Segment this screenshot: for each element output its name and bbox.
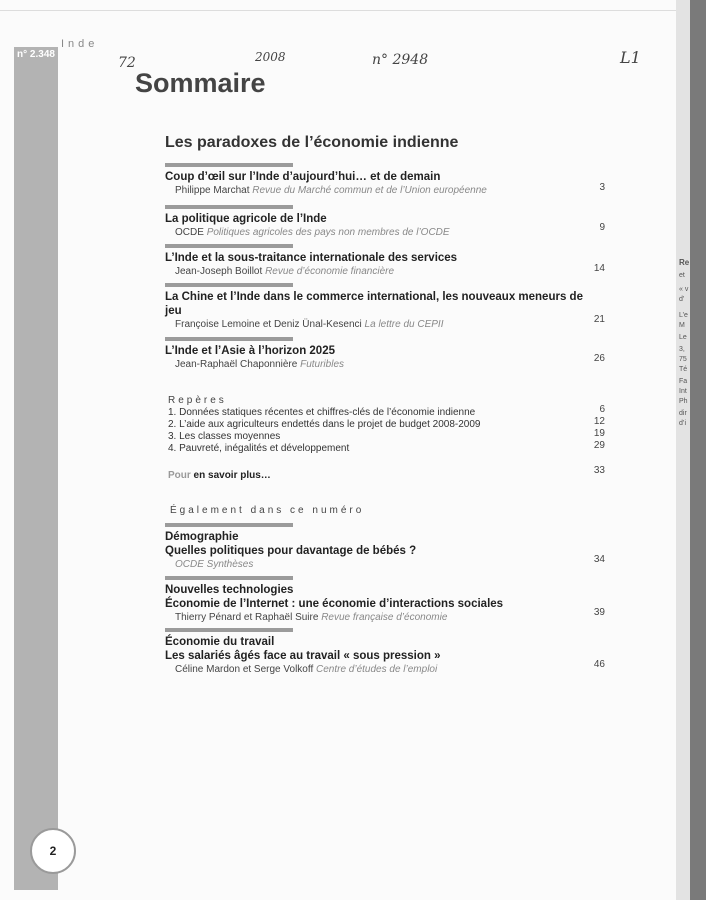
entry-title: Coup d’œil sur l’Inde d’aujourd’hui… et de demain xyxy=(165,171,441,183)
page-title: Sommaire xyxy=(135,68,266,98)
margin-text: Fa xyxy=(679,378,688,385)
also-heading: Également dans ce numéro xyxy=(170,505,365,516)
entry-page: 46 xyxy=(593,659,605,670)
more-prefix: Pour xyxy=(168,470,191,481)
margin-text: 3, xyxy=(679,346,685,353)
margin-text: Re xyxy=(679,258,690,267)
entry-byline xyxy=(165,226,585,239)
entry-byline xyxy=(165,558,585,571)
margin-text: M xyxy=(679,322,685,329)
reperes-page: 6 xyxy=(599,404,605,415)
entry-rubric: Économie du travail xyxy=(165,636,275,648)
entry-bar xyxy=(165,523,293,527)
entry-bar xyxy=(165,163,293,167)
toc-entry[interactable] xyxy=(165,523,585,571)
toc-entry[interactable] xyxy=(165,205,585,239)
entry-title: La Chine et l’Inde dans le commerce international, les nouveaux meneurs de jeu xyxy=(165,291,583,317)
entry-bar xyxy=(165,205,293,209)
entry-source: La lettre du CEPII xyxy=(364,319,444,330)
toc-entry[interactable] xyxy=(165,337,585,371)
margin-text: Int xyxy=(679,388,687,395)
entry-source: Politiques agricoles des pays non membres de l’OCDE xyxy=(206,227,450,238)
reperes-page: 12 xyxy=(593,416,605,427)
entry-author: Jean-Joseph Boillot xyxy=(175,266,263,277)
entry-byline xyxy=(165,611,585,624)
toc-entry[interactable] xyxy=(165,283,585,331)
entry-page: 3 xyxy=(599,182,605,193)
margin-text: 75 xyxy=(679,356,687,363)
entry-rubric: Démographie xyxy=(165,531,239,543)
entry-source: OCDE Synthèses xyxy=(175,559,254,570)
entry-byline xyxy=(165,184,585,197)
entry-source: Futuribles xyxy=(300,359,344,370)
page-number: 2 xyxy=(30,828,76,874)
entry-author: Françoise Lemoine et Deniz Ünal-Kesenci xyxy=(175,319,362,330)
entry-source: Revue française d’économie xyxy=(321,612,448,623)
margin-text: Le xyxy=(679,334,687,341)
entry-author: Céline Mardon et Serge Volkoff xyxy=(175,664,314,675)
entry-title: La politique agricole de l’Inde xyxy=(165,213,327,225)
entry-bar xyxy=(165,576,293,580)
entry-source: Revue d’économie financière xyxy=(265,266,395,277)
entry-page: 39 xyxy=(593,607,605,618)
reperes-item[interactable]: 4. Pauvreté, inégalités et développement xyxy=(168,443,350,454)
entry-rubric: Nouvelles technologies xyxy=(165,584,294,596)
entry-author: Thierry Pénard et Raphaël Suire xyxy=(175,612,319,623)
entry-source: Revue du Marché commun et de l’Union européenne xyxy=(252,185,487,196)
entry-author: Philippe Marchat xyxy=(175,185,250,196)
entry-page: 14 xyxy=(593,263,605,274)
entry-page: 34 xyxy=(593,554,605,565)
margin-text: Té xyxy=(679,366,688,373)
entry-page: 9 xyxy=(599,222,605,233)
entry-bar xyxy=(165,337,293,341)
margin-text: et xyxy=(679,272,685,279)
running-head: Inde xyxy=(61,38,99,50)
handwriting-a: 72 xyxy=(118,55,136,71)
entry-page: 26 xyxy=(593,353,605,364)
next-page-shadow xyxy=(690,0,706,900)
handwriting-c: n° 2948 xyxy=(372,52,429,68)
margin-text: Ph xyxy=(679,398,688,405)
reperes-page: 29 xyxy=(593,440,605,451)
entry-title: L’Inde et l’Asie à l’horizon 2025 xyxy=(165,345,335,357)
entry-byline xyxy=(165,358,585,371)
margin-text: L’e xyxy=(679,312,688,319)
handwriting-b: 2008 xyxy=(255,50,286,64)
handwriting-d: L1 xyxy=(620,48,641,67)
entry-bar xyxy=(165,244,293,248)
entry-byline xyxy=(165,265,585,278)
reperes-item[interactable]: 3. Les classes moyennes xyxy=(168,431,281,442)
toc-entry[interactable] xyxy=(165,576,585,624)
entry-title: Économie de l’Internet : une économie d’interactions sociales xyxy=(165,598,504,610)
section-heading: Les paradoxes de l’économie indienne xyxy=(165,134,459,151)
toc-entry[interactable] xyxy=(165,244,585,278)
margin-text: « v xyxy=(679,286,689,293)
entry-page: 21 xyxy=(593,314,605,325)
more-page: 33 xyxy=(593,465,605,476)
entry-title: Quelles politiques pour davantage de bébés ? xyxy=(165,545,417,557)
reperes-page: 19 xyxy=(593,428,605,439)
entry-source: Centre d’études de l’emploi xyxy=(316,664,438,675)
margin-text: d’ xyxy=(679,296,685,303)
reperes-heading: Repères xyxy=(168,395,227,406)
entry-title: Les salariés âgés face au travail « sous pression » xyxy=(165,650,441,662)
entry-byline xyxy=(165,663,585,676)
issue-badge: n° 2.348 xyxy=(14,47,58,63)
more-rest: en savoir plus… xyxy=(190,470,271,481)
entry-bar xyxy=(165,283,293,287)
toc-entry[interactable] xyxy=(165,628,585,676)
pour-en-savoir-plus[interactable] xyxy=(168,470,271,481)
margin-text: d’i xyxy=(679,420,687,427)
reperes-item[interactable]: 2. L’aide aux agriculteurs endettés dans le projet de budget 2008-2009 xyxy=(168,419,481,430)
entry-bar xyxy=(165,628,293,632)
top-rule xyxy=(0,10,706,11)
reperes-item[interactable]: 1. Données statiques récentes et chiffres-clés de l’économie indienne xyxy=(168,407,476,418)
toc-entry[interactable] xyxy=(165,163,585,197)
entry-author: Jean-Raphaël Chaponnière xyxy=(175,359,298,370)
entry-author: OCDE xyxy=(175,227,204,238)
margin-text: dir xyxy=(679,410,687,417)
sidebar-band xyxy=(14,47,58,890)
entry-title: L’Inde et la sous-traitance internationale des services xyxy=(165,252,458,264)
entry-byline xyxy=(165,318,585,331)
